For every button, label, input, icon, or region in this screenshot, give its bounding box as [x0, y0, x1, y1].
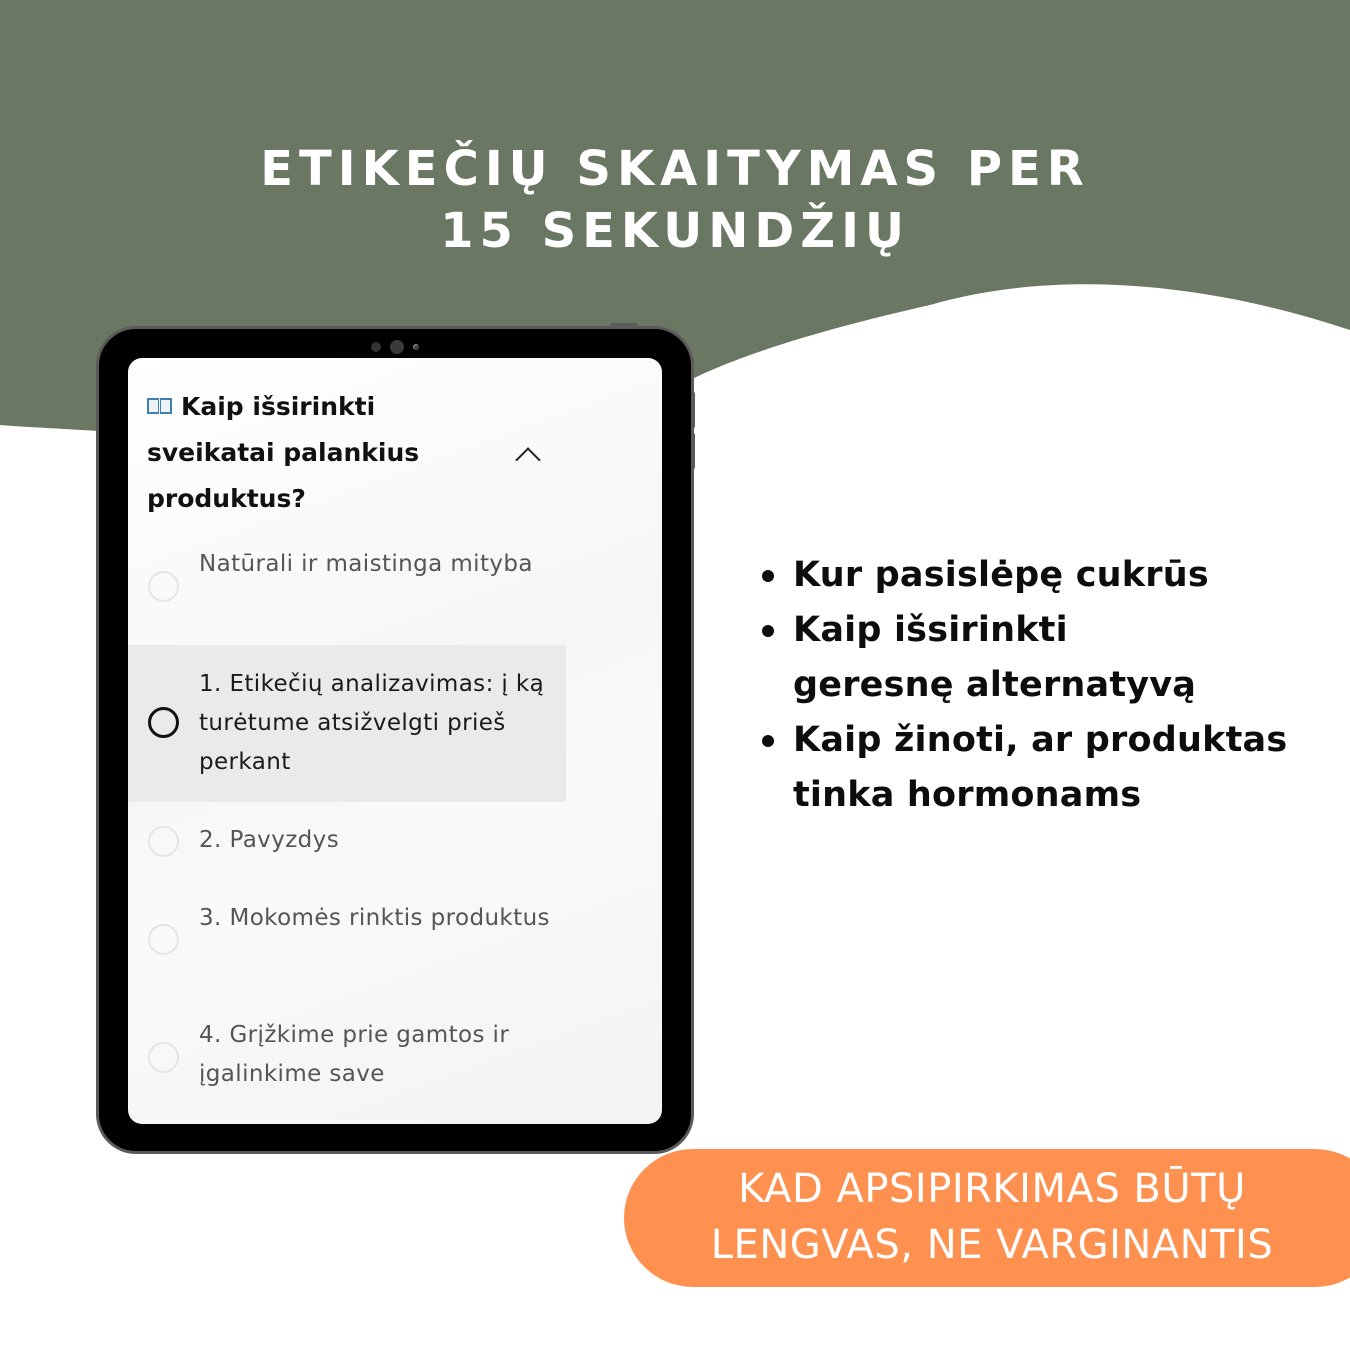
lesson-radio[interactable] — [148, 1042, 179, 1073]
lesson-item[interactable] — [128, 821, 566, 861]
benefit-item: Kaip žinoti, ar produktas tinka hormonams — [760, 713, 1320, 823]
benefit-item: Kaip išsirinkti geresnę alternatyvą — [760, 603, 1240, 713]
tablet-screen — [128, 358, 662, 1124]
lesson-radio[interactable] — [148, 924, 179, 955]
lesson-label: 4. Grįžkime prie gamtos ir įgalinkime save — [199, 1022, 510, 1087]
lesson-label: 1. Etikečių analizavimas: į ką turėtume atsižvelgti prieš perkant — [199, 671, 545, 775]
lesson-label: 3. Mokomės rinktis produktus — [199, 905, 550, 931]
cta-line-2: LENGVAS, NE VARGINANTIS — [710, 1222, 1274, 1268]
lesson-item[interactable] — [128, 1016, 566, 1096]
camera-sensor-icon — [371, 342, 381, 352]
benefits-list — [760, 548, 1320, 823]
accordion-title-text: Kaip išsirinkti sveikatai palankius produktus? — [147, 392, 420, 513]
page-title — [0, 138, 1350, 262]
tablet-device — [96, 326, 694, 1154]
lesson-radio[interactable] — [148, 826, 179, 857]
lesson-item[interactable] — [128, 899, 566, 979]
tablet-camera — [371, 340, 419, 354]
lesson-label: Natūrali ir maistinga mityba — [199, 551, 533, 577]
camera-lens-icon — [390, 340, 404, 354]
cta-text — [624, 1161, 1350, 1273]
title-line-1: ETIKEČIŲ SKAITYMAS PER — [260, 141, 1090, 197]
lesson-item-active[interactable] — [128, 645, 566, 802]
accordion-title — [147, 384, 487, 522]
benefit-item: Kur pasislėpę cukrūs — [760, 548, 1320, 603]
title-line-2: 15 SEKUNDŽIŲ — [440, 203, 910, 259]
lesson-radio[interactable] — [148, 571, 179, 602]
lesson-radio[interactable] — [148, 707, 179, 738]
camera-flash-icon — [413, 344, 419, 350]
course-accordion-header[interactable] — [147, 384, 647, 522]
cta-banner — [624, 1149, 1350, 1287]
chevron-up-icon[interactable] — [515, 447, 540, 472]
open-book-icon — [147, 398, 173, 416]
lesson-item[interactable] — [128, 543, 566, 623]
lesson-label: 2. Pavyzdys — [199, 827, 340, 853]
cta-line-1: KAD APSIPIRKIMAS BŪTŲ — [738, 1166, 1246, 1212]
